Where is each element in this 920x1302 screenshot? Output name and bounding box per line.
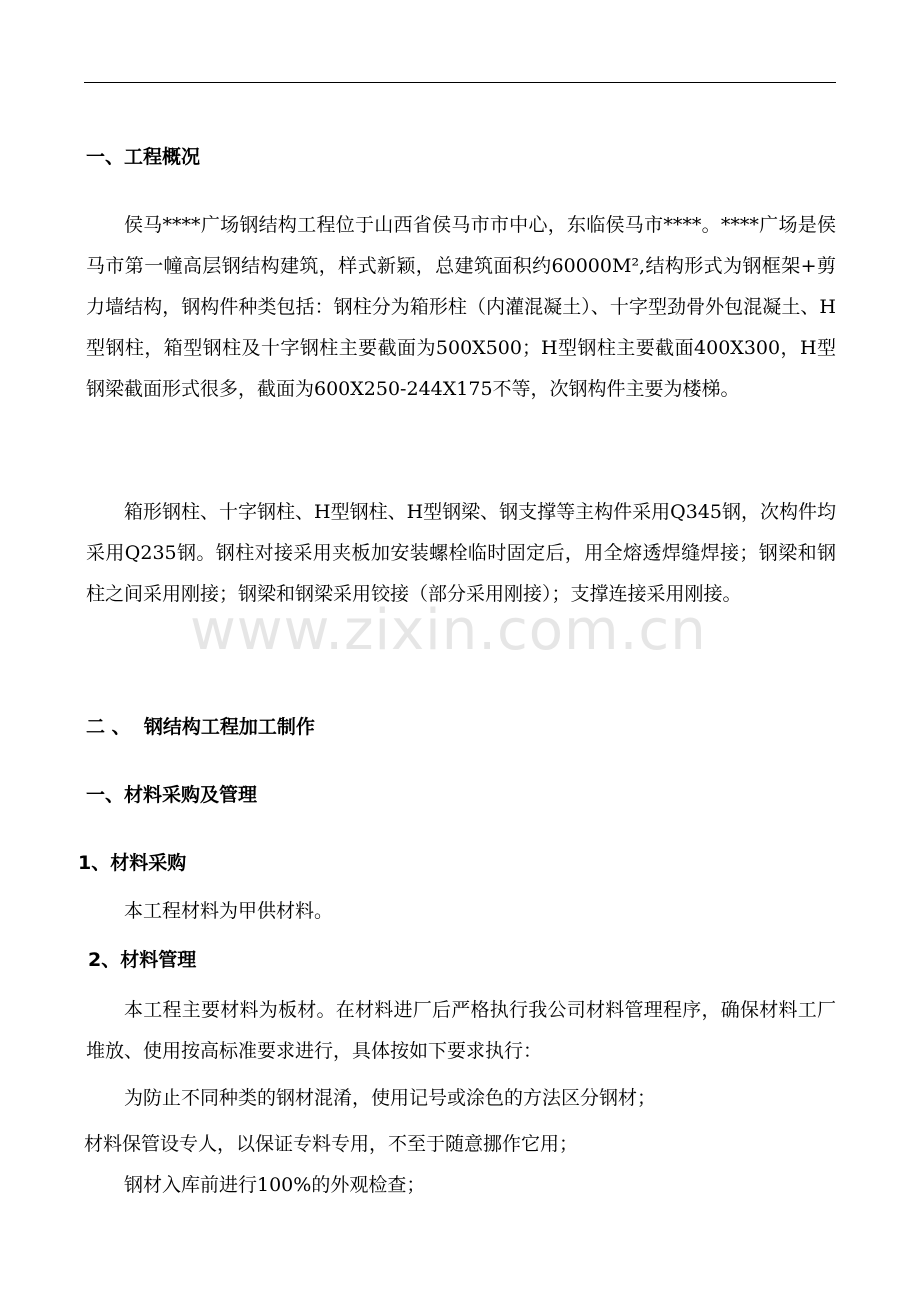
management-item-1: 为防止不同种类的钢材混淆，使用记号或涂色的方法区分钢材； [124,1087,657,1109]
management-item-3: 钢材入库前进行100%的外观检查； [124,1174,426,1196]
section-2-title: 二 、 钢结构工程加工制作 [86,716,315,738]
subsection-materials-title: 一、材料采购及管理 [86,784,258,806]
management-paragraph: 本工程主要材料为板材。在材料进厂后严格执行我公司材料管理程序，确保材料工厂堆放、使用按高标准要求进行，具体按如下要求执行： [86,999,836,1062]
watermark: www.zixin.com.cn [190,598,707,663]
section-1-title: 一、工程概况 [86,146,201,168]
header-rule [84,82,836,83]
management-item-2: 材料保管设专人，以保证专料专用，不至于随意挪作它用； [84,1133,579,1155]
section-1-paragraph-2: 箱形钢柱、十字钢柱、H型钢柱、H型钢梁、钢支撑等主构件采用Q345钢，次构件均采用Q235钢。钢柱对接采用夹板加安装螺栓临时固定后，用全熔透焊缝焊接；钢梁和钢柱之间采用刚接；钢梁和钢梁采用铰接（部分采用刚接）；支撑连接采用刚接。 [86,501,836,605]
procurement-paragraph: 本工程材料为甲供材料。 [124,900,334,922]
subsection-procurement-title: 1、材料采购 [78,852,187,874]
subsection-management-title: 2、材料管理 [88,949,197,971]
section-1-paragraph-1: 侯马****广场钢结构工程位于山西省侯马市市中心，东临侯马市****。****广场是侯马市第一幢高层钢结构建筑，样式新颖，总建筑面积约60000M²,结构形式为钢框架+剪力墙结构，钢构件种类包括：钢柱分为箱形柱（内灌混凝土）、十字型劲骨外包混凝土、H型钢柱，箱型钢柱及十字钢柱主要截面为500X500；H型钢柱主要截面400X300，H型钢梁截面形式很多，截面为600X250-244X175不等，次钢构件主要为楼梯。 [86,214,836,400]
